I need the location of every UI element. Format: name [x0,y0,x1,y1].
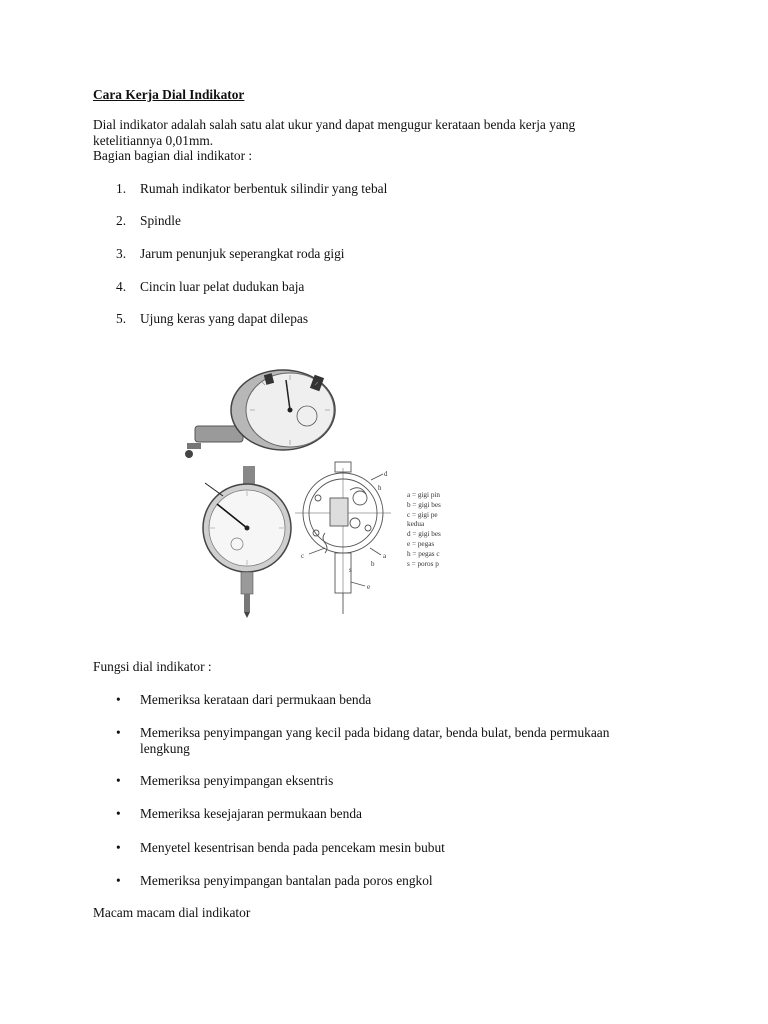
bullet-icon: • [116,692,121,707]
item-text: Jarum penunjuk seperangkat roda gigi [140,246,345,261]
legend-item: c = gigi pe [407,511,438,519]
item-number: 3. [116,246,127,261]
item-number: 4. [116,279,127,294]
legend-item: d = gigi bes [407,530,441,538]
parts-list-item [116,311,308,327]
intro-paragraph [93,117,653,164]
svg-text:a: a [383,552,387,560]
svg-text:h: h [378,484,382,492]
dial-photo-front [203,466,291,618]
item-text: Memeriksa penyimpangan yang kecil pada bidang datar, benda bulat, benda permukaan lengkung [140,725,610,756]
dial-indicator-illustration [185,358,455,618]
intro-line-1: Dial indikator adalah salah satu alat ukur yand dapat mengugur kerataan benda kerja yang [93,117,576,132]
item-text: Ujung keras yang dapat dilepas [140,311,309,326]
document-title: Cara Kerja Dial Indikator [93,87,245,102]
bullet-icon: • [116,773,121,788]
svg-text:b: b [371,560,375,568]
dial-schematic [295,462,391,614]
item-number: 1. [116,181,127,196]
bullet-icon: • [116,725,121,740]
intro-line-3: Bagian bagian dial indikator : [93,148,253,164]
intro-line-2: ketelitiannya 0,01mm. [93,132,214,148]
legend-item: a = gigi pin [407,491,441,499]
fungsi-list-item [116,725,656,756]
bullet-icon: • [116,806,121,821]
item-text: Memeriksa penyimpangan bantalan pada poros engkol [140,873,433,888]
parts-list-item [116,279,304,295]
svg-text:d: d [384,470,388,478]
item-text: Rumah indikator berbentuk silindir yang tebal [140,181,388,196]
figure-legend [407,491,441,568]
legend-item: kedua [407,520,425,528]
svg-text:s: s [349,566,352,574]
legend-item: s = poros p [407,560,439,568]
item-text: Cincin luar pelat dudukan baja [140,279,305,294]
bullet-icon: • [116,840,121,855]
item-text: Memeriksa penyimpangan eksentris [140,773,334,788]
legend-item: h = pegas c [407,550,440,558]
parts-list-item [116,246,345,262]
svg-text:c: c [301,552,305,560]
item-number: 2. [116,213,127,228]
item-text: Menyetel kesentrisan benda pada pencekam mesin bubut [140,840,445,855]
bullet-icon: • [116,873,121,888]
dial-indicator-figure [185,358,455,618]
legend-item: e = pegas [407,540,435,548]
fungsi-list-item [116,840,656,856]
parts-list-item [116,181,387,197]
item-number: 5. [116,311,127,326]
fungsi-heading: Fungsi dial indikator : [93,659,212,674]
item-text: Spindle [140,213,181,228]
svg-text:e: e [367,583,371,591]
item-text: Memeriksa kerataan dari permukaan benda [140,692,372,707]
legend-item: b = gigi bes [407,501,441,509]
item-text: Memeriksa kesejajaran permukaan benda [140,806,362,821]
fungsi-list-item [116,692,656,708]
dial-photo-top [185,370,335,458]
fungsi-list-item [116,806,656,822]
macam-heading: Macam macam dial indikator [93,905,251,920]
parts-list-item [116,213,181,229]
fungsi-list-item [116,773,656,789]
fungsi-list-item [116,873,656,889]
